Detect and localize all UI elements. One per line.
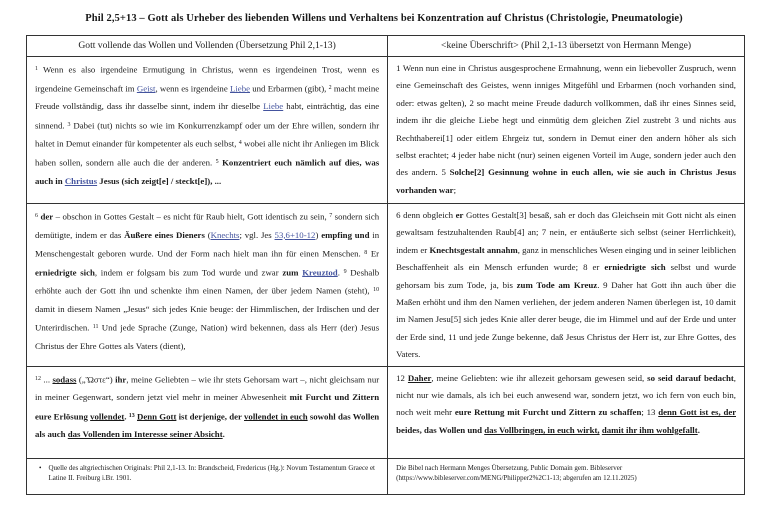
verse-number: 10	[373, 287, 380, 294]
text-block	[27, 367, 387, 446]
text-run: ;	[453, 184, 457, 195]
column-header-right-label: <keine Überschrift> (Phil 2,1-13 übersetzt von Hermann Menge)	[441, 40, 692, 51]
verse-number: 6	[35, 213, 38, 219]
hyperlink[interactable]: Liebe	[229, 83, 251, 94]
row-verses-12-13	[27, 366, 745, 458]
text-run: Deshalb erhöhte auch der Gott ihn und schenkte ihm einen Namen, der über jedem Namen (steht),	[35, 267, 380, 296]
text-run: beides, das Wollen und	[396, 424, 485, 435]
column-header-right	[388, 36, 745, 57]
hyperlink[interactable]: Knechts	[210, 229, 240, 240]
text-run: Er	[367, 248, 380, 259]
text-run: er	[455, 210, 464, 220]
text-run: zum Tode am Kreuz	[516, 279, 598, 290]
text-run: zum	[282, 267, 303, 278]
text-block	[388, 367, 744, 442]
text-run: und Erbarmen (gibt),	[250, 83, 329, 94]
text-run: ; vgl. Jes	[239, 229, 275, 240]
text-run: selbst und wurde gehorsam bis zum Tode, ja, bis	[396, 262, 736, 290]
text-run: Gottes Gestalt[3] besaß, sah er doch das Gleichsein mit Gott nicht als einen gewaltsam festzuhaltenden Raub[4] an; 7 nein, er entäußerte sich selbst (seiner Herrlichkeit), indem er	[396, 210, 736, 255]
hyperlink[interactable]: Christus	[64, 175, 98, 186]
text-run: das Vollenden im Interesse seiner Absicht	[67, 429, 223, 440]
text-run: („Ὥστε“)	[76, 374, 116, 385]
footer-right-source	[388, 458, 745, 494]
text-run: sowohl das Wollen als auch	[35, 411, 380, 440]
verse-number: 1	[35, 66, 38, 72]
text-run: .	[337, 267, 344, 278]
comparison-table	[26, 35, 745, 495]
text-run: Und jede Sprache (Zunge, Nation) wird bekennen, dass als Herr (der) Jesus Christus der Ehre Gottes als Vaters (dient),	[35, 322, 380, 351]
hyperlink[interactable]: Liebe	[263, 101, 284, 112]
row-verses-6-11	[27, 204, 745, 367]
verse-number: 4	[238, 140, 242, 147]
text-block	[388, 57, 744, 201]
text-run: Konzentriert euch nämlich auf dies, was auch in	[35, 157, 380, 186]
text-run: Solche[2] Gesinnung wohne in euch allen, wie sie auch in Christus Jesus vorhanden war	[396, 167, 736, 195]
text-run: damit ihr ihm wohlgefallt	[601, 424, 698, 435]
text-run: erniedrigte sich	[35, 267, 95, 278]
column-header-left	[27, 36, 388, 57]
hyperlink[interactable]: 53,6+10-12	[274, 229, 316, 240]
text-run: , wenn es irgendeine	[155, 83, 230, 94]
text-run: Quelle des altgriechischen Originals: Phil 2,1-13. In: Brandscheid, Fredericus (Hg.): Novum Testamentum Graece et Latine II. Freiburg i.Br. 1901.	[48, 463, 375, 483]
text-run: Daher	[407, 372, 432, 383]
text-run: , ganz in menschliches Wesen einging und in seiner leiblichen Beschaffenheit als ein Mensch erfunden wurde; 8 er	[396, 244, 737, 273]
row-verses-1-5	[27, 57, 745, 204]
text-run: sodass	[52, 374, 77, 385]
text-run: mit Furcht und Zittern eure Erlösung	[35, 392, 380, 422]
text-run: Jesus (sich zeigt[e] / steckt[e]), ...	[97, 175, 222, 186]
text-run: wobei alle nicht ihr Anliegen im Blick haben sollen, sondern alle auch die der anderen.	[35, 138, 380, 168]
text-run: – obschon in Gottes Gestalt – es nicht für Raub hielt, Gott identisch zu sein,	[53, 211, 330, 222]
cell-left-verses-6-11	[27, 204, 388, 367]
hyperlink[interactable]: Geist	[136, 83, 156, 94]
text-run: in Menschengestalt geboren wurde. Und der Form nach hielt man ihn für einen Menschen.	[35, 229, 380, 259]
text-run: , nicht nur wie damals, als ich bei euch anwesend war, sondern jetzt, wo ich fern von euch bin, noch weit mehr	[396, 372, 736, 418]
text-run: sondern sich demütigte, indem er das	[35, 211, 380, 240]
text-run: .	[222, 429, 225, 440]
cell-left-verses-1-5	[27, 57, 388, 204]
text-run: Wenn es also irgendeine Ermutigung in Christus, wenn es irgendeinen Trost, wenn es irgendeine Gemeinschaft im	[35, 64, 380, 94]
text-run: empfing und	[321, 229, 370, 240]
column-header-left-label: Gott vollende das Wollen und Vollenden (Übersetzung Phil 2,1-13)	[78, 40, 336, 51]
text-run: 12	[396, 372, 408, 383]
text-run: Die Bibel nach Hermann Menges Übersetzung, Public Domain gem. Bibleserver (https://www.bibleserver.com/MENG/Philipper2%2C1-13; abgerufen am 12.11.2025)	[396, 463, 637, 483]
text-run: , meine Geliebten: wie ihr allezeit gehorsam gewesen seid,	[431, 372, 648, 383]
text-run: .	[697, 424, 700, 435]
text-run: vollendet	[90, 411, 125, 422]
hyperlink[interactable]: Kreuztod	[302, 267, 338, 278]
text-run: , indem er folgsam bis zum Tod wurde und zwar	[94, 267, 283, 278]
verse-number: 13	[128, 412, 135, 419]
cell-right-verses-1-5	[388, 57, 745, 204]
page-title: Phil 2,5+13 – Gott als Urheber des liebenden Willens und Verhaltens bei Konzentration auf Christus (Christologie, Pneumatologie)	[85, 13, 683, 24]
text-run: ...	[41, 374, 53, 385]
text-block	[388, 204, 744, 366]
cell-right-verses-6-11	[388, 204, 745, 367]
text-run: macht meine Freude vollständig, dass ihr dasselbe sinnt, indem ihr dieselbe	[35, 83, 380, 112]
verse-number: 2	[328, 84, 332, 91]
text-run: ihr	[115, 374, 127, 385]
text-run: . 9 Daher hat Gott ihn auch über die Maßen erhöht und ihm den Namen verliehen, der jedem anderen Namen überlegen ist, 10 damit im Namen Jesu[5] sich jedes Knie aller derer beuge, die im Himmel und auf der Erde und unter der Erde sind, 11 und jede Zunge bekenne, daß Jesus Christus der Herr ist, zur Ehre Gottes, des Vaters.	[396, 279, 736, 360]
verse-number: 3	[67, 121, 71, 128]
text-run: erniedrigte sich	[604, 262, 666, 273]
text-run: eure Rettung mit Furcht und Zittern zu schaffen	[454, 407, 642, 418]
text-run: .	[124, 411, 129, 422]
text-run: ist derjenige, der	[176, 411, 245, 422]
source-citation-right	[388, 459, 744, 486]
text-run: Knechtsgestalt annahm	[429, 244, 518, 255]
verse-number: 8	[364, 249, 368, 256]
text-run: Dabei (tut) nichts so wie im Konkurrenzkampf oder um der Ehre willen, sondern ihr haltet in Demut einander für kompetenter als euch selbst,	[35, 120, 380, 149]
verse-number: 7	[329, 213, 333, 219]
text-run: 1 Wenn nun eine in Christus ausgesprochene Ermahnung, wenn ein liebevoller Zuspruch, wenn eine Gemeinschaft des Geistes, wenn inniges Mitgefühl und Erbarmen (noch vorhanden sind, oder: etwas gelten), 2 so macht meine Freude dadurch vollkommen, daß ihr eines Sinnes seid, indem ihr die gleiche Liebe hegt und einmütig dem gleichen Ziel zustrebt 3 und nichts aus Rechthaberei[1] oder eitlem Ehrgeiz tut, sondern in Demut einer den andern höher als sich selbst erachtet; 4 jeder habe nicht (nur) seinen eigenen Vorteil im Auge, sondern jeder auch den des andern. 5	[396, 63, 736, 178]
text-run: Denn Gott	[137, 411, 177, 422]
text-run: der	[40, 211, 54, 222]
cell-left-verses-12-13	[27, 366, 388, 458]
text-run: das Vollbringen, in euch wirkt,	[484, 424, 600, 435]
verse-number: 12	[35, 375, 41, 382]
text-run: Äußere eines Dieners	[124, 229, 205, 240]
text-block	[27, 204, 387, 357]
text-run: vollendet in euch	[244, 411, 308, 422]
verse-number: 9	[343, 268, 347, 275]
text-run: (	[204, 229, 211, 240]
verse-number: 5	[215, 159, 219, 166]
source-footer-row	[27, 458, 745, 494]
verse-number: 11	[92, 324, 99, 331]
text-run: , meine Geliebten – wie ihr stets Gehorsam wart –, nicht gleichsam nur in meiner Gegenwart, sondern jetzt viel mehr in meiner Abwesenheit	[35, 374, 380, 403]
header-row	[27, 36, 745, 57]
text-run: ; 13	[641, 407, 659, 418]
text-run: so seid darauf bedacht	[647, 372, 734, 383]
text-run: denn Gott ist es, der	[658, 407, 736, 418]
text-run: habt, einträchtig, das eine sinnend.	[35, 101, 380, 131]
text-run: )	[315, 229, 322, 240]
text-run: 6 denn obgleich	[396, 210, 456, 220]
cell-right-verses-12-13	[388, 366, 745, 458]
source-citation-left	[48, 463, 379, 484]
text-block	[27, 57, 387, 192]
footer-left-source	[27, 458, 388, 494]
text-run: damit in diesem Namen „Jesus“ sich jedes Knie beuge: der Himmlischen, der Irdischen und der Unterirdischen.	[35, 304, 380, 333]
bullet-icon: •	[39, 463, 42, 472]
